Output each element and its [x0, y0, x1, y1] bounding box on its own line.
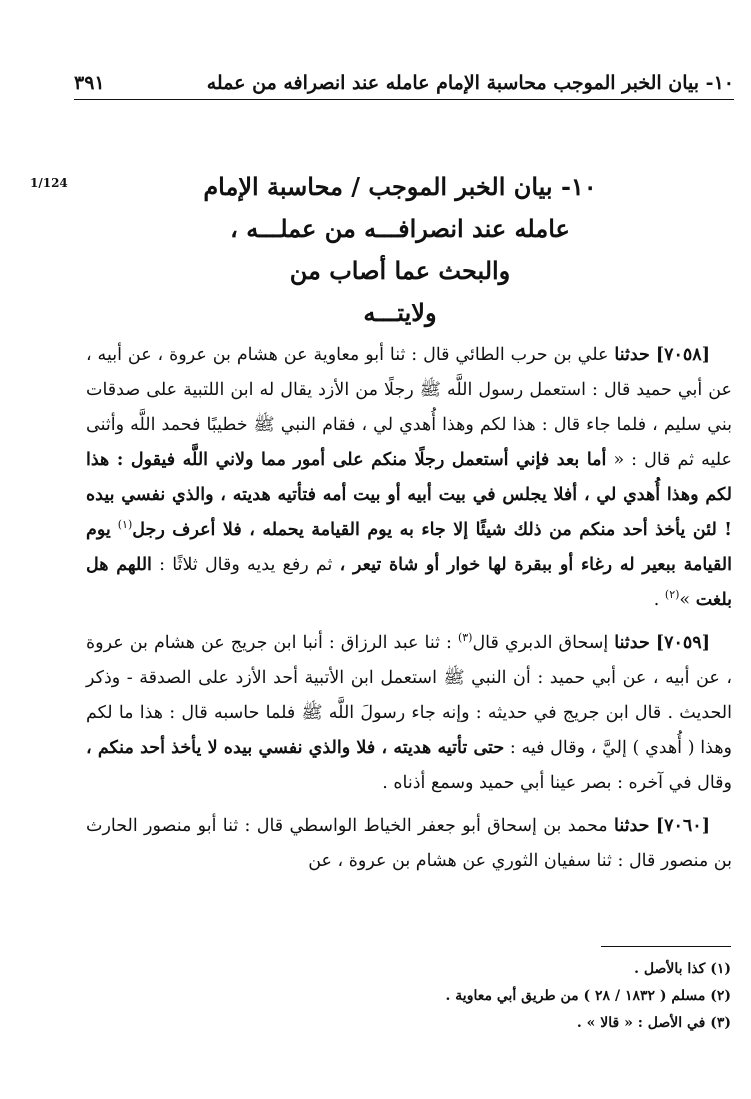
hadith-number: [٧٠٥٨]: [655, 345, 710, 365]
margin-reference: 1/124: [30, 176, 68, 190]
footnote-2: (٢) مسلم ( ١٨٣٢ / ٢٨ ) من طريق أبي معاوية .: [445, 988, 731, 1004]
hadith-quote: أما بعد فإني أستعمل رجلًا منكم على أمور مما ولاني اللَّه فيقول : هذا لكم وهذا أُهدي لي ، أفلا يجلس في بيت أبيه أو بيت أمه فتأتيه هديته ، والذي نفسي بيده ! لئن يأخذ أحد منكم من ذلك شيئًا إلا جاء به يوم القيامة يحمله ، فلا أعرف رجل: [86, 450, 732, 540]
hadith-opening: حدثنا: [614, 816, 650, 836]
hadith-number: [٧٠٥٩]: [655, 633, 710, 653]
chapter-title: [120, 166, 680, 334]
footnote-rule: [601, 946, 731, 947]
body-text: [86, 338, 732, 887]
footnote-3: (٣) في الأصل : « قالا » .: [576, 1015, 731, 1031]
page-number: ٣٩١: [74, 72, 105, 94]
hadith-7058: [86, 338, 732, 618]
hadith-quote: حتى تأتيه هديته ، فلا والذي نفسي بيده لا يأخذ أحد منكم ،: [86, 738, 505, 758]
chapter-title-line-1: ١٠- بيان الخبر الموجب / محاسبة الإمام: [203, 172, 597, 201]
running-header: [74, 60, 734, 94]
hadith-narration: علي بن حرب الطائي قال : ثنا أبو معاوية عن هشام بن عروة ، عن أبيه ، عن أبي حميد قال : استعمل رسول اللَّه ﷺ رجلًا من الأزد يقال له ابن اللتبية على صدقات بني سليم ، فلما جاء قال : هذا لكم وهذا أُهدي لي ، فقام النبي ﷺ خطيبًا فحمد اللَّه وأثنى عليه ثم قال : «: [86, 345, 732, 470]
hadith-narrator: إسحاق الدبري قال: [472, 633, 609, 653]
chapter-title-line-4: ولايتـــه: [363, 298, 437, 327]
hadith-opening: حدثنا: [614, 345, 650, 365]
footnote-1: (١) كذا بالأصل .: [634, 961, 731, 977]
hadith-narration: وقال في آخره : بصر عينا أبي حميد وسمع أذناه .: [382, 773, 732, 793]
hadith-7059: [86, 626, 732, 801]
header-rule: [74, 99, 734, 100]
running-title: ١٠- بيان الخبر الموجب محاسبة الإمام عامله عند انصرافه من عمله: [206, 72, 734, 94]
chapter-title-line-3: والبحث عما أصاب من: [289, 256, 511, 285]
hadith-number: [٧٠٦٠]: [655, 816, 710, 836]
hadith-narration: ثم رفع يديه وقال ثلاثًا :: [159, 555, 333, 575]
footnote-marker: (١): [117, 518, 133, 532]
hadith-7060: [86, 809, 732, 879]
chapter-title-line-2: عامله عند انصرافـــه من عملـــه ،: [230, 214, 570, 243]
footnote-marker: (٣): [457, 631, 473, 645]
sentence-end: .: [653, 590, 660, 610]
hadith-opening: حدثنا: [614, 633, 650, 653]
footnote-marker: (٢): [664, 588, 680, 602]
hadith-quote: اللهم هل بلغت: [86, 555, 732, 610]
quote-close: »: [679, 590, 691, 610]
hadith-quote: يوم القيامة ببعير له رغاء أو ببقرة لها خوار أو شاة تيعر ،: [86, 520, 732, 575]
hadith-narration: محمد بن إسحاق أبو جعفر الخياط الواسطي قال : ثنا أبو منصور الحارث بن منصور قال : ثنا سفيان الثوري عن هشام بن عروة ، عن: [86, 816, 732, 871]
hadith-narration: : ثنا عبد الرزاق : أنبا ابن جريج عن هشام بن عروة ، عن أبيه ، عن أبي حميد : أن النبي ﷺ استعمل ابن الأتبية أحد الأزد على الصدقة - وذكر الحديث . قال ابن جريج في حديثه : وإنه جاء رسولَ اللَّه ﷺ فلما حاسبه قال : هذا ما لكم وهذا ( أُهدي ) إليَّ ، وقال فيه :: [86, 633, 732, 758]
footnotes: [211, 956, 731, 1037]
